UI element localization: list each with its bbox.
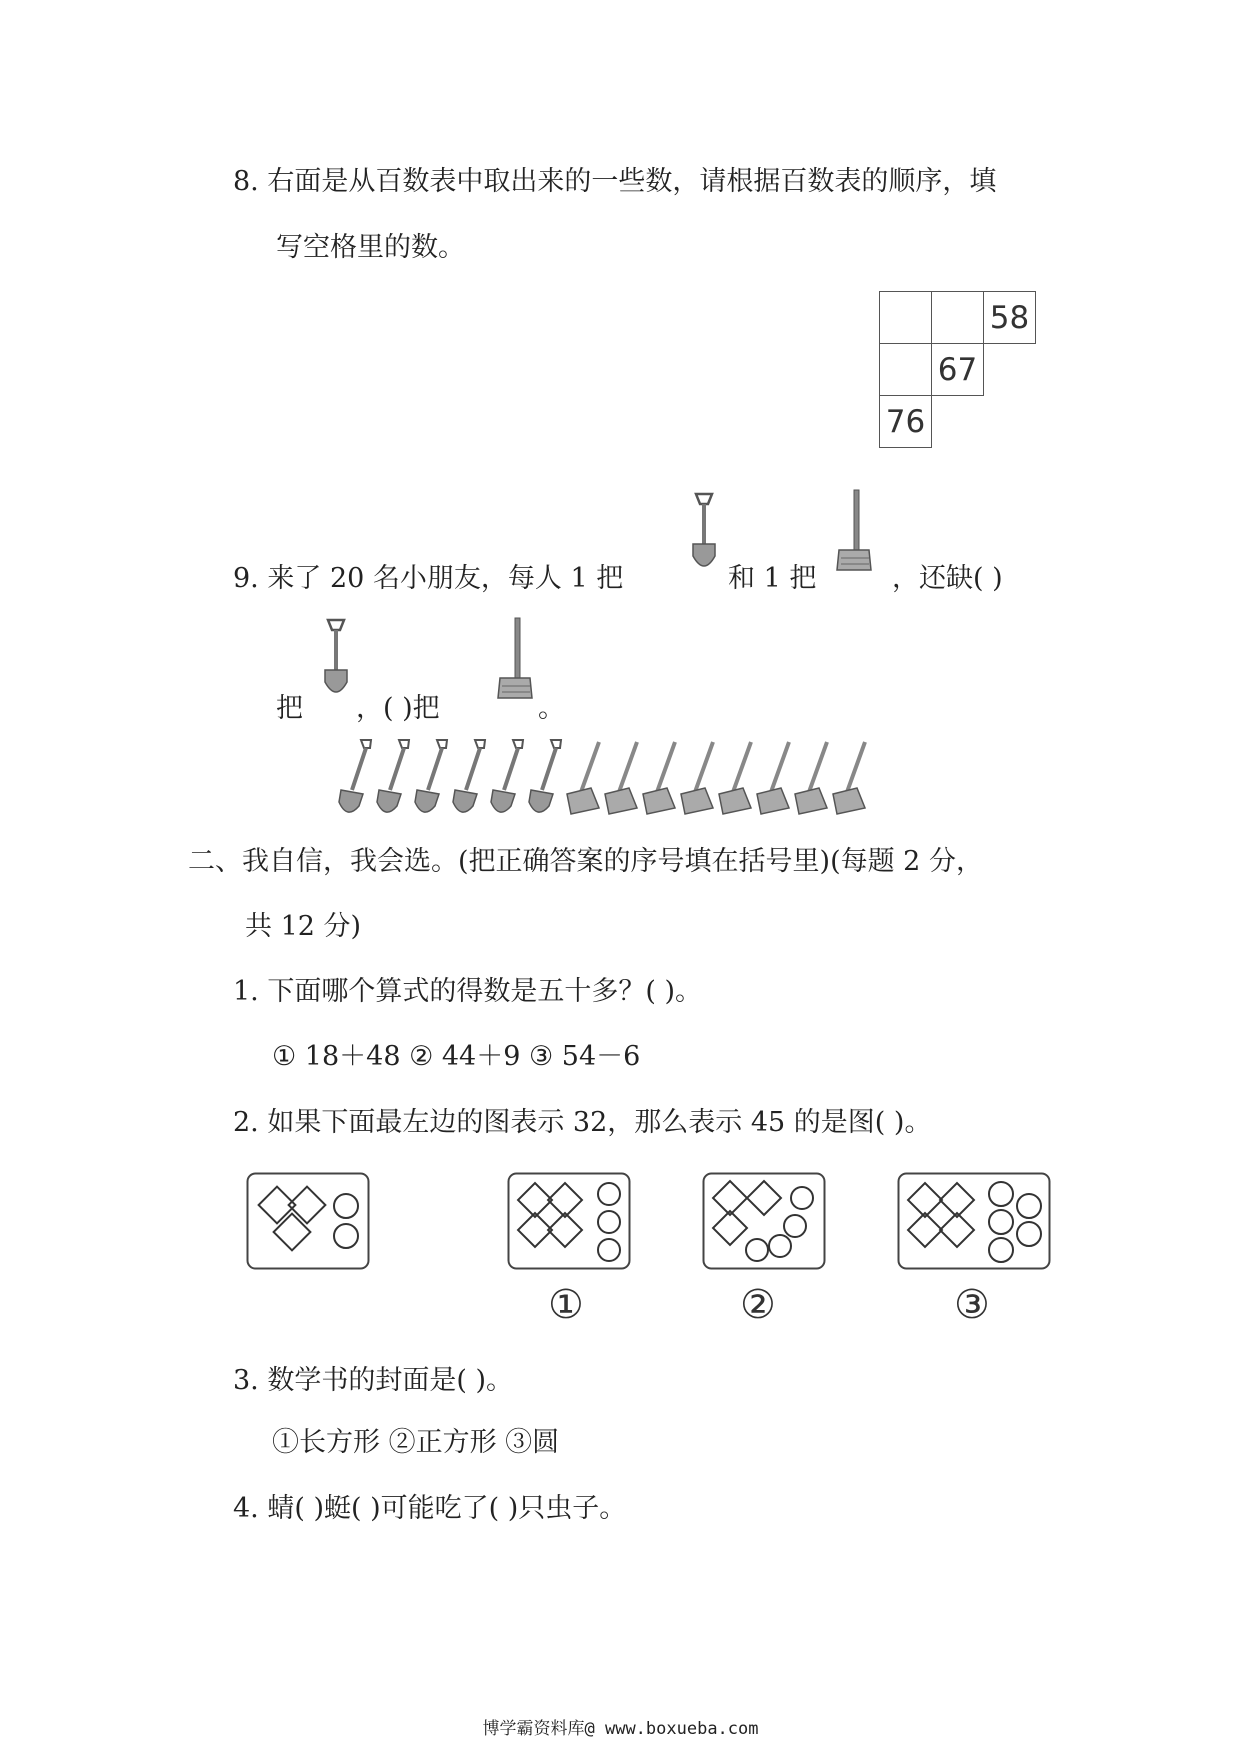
grid-cell-blank[interactable] (931, 291, 984, 344)
footer-watermark: 博学霸资料库@ www.boxueba.com (482, 1719, 759, 1739)
grid-cell-76: 76 (879, 395, 932, 448)
broom-icon (643, 742, 675, 814)
shovel-icon (316, 616, 356, 702)
shovel-icon (529, 740, 561, 812)
broom-icon (494, 616, 534, 702)
section2-heading-line2: 共 12 分) (245, 911, 362, 942)
q9-text3: ，还缺( ) (892, 563, 1003, 594)
broom-icon (567, 742, 599, 814)
grid-cell-blank[interactable] (879, 291, 932, 344)
shovel-icon (491, 740, 523, 812)
q8-line1: 8. 右面是从百数表中取出来的一些数，请根据百数表的顺序，填 (233, 166, 997, 197)
figure-reference-32 (246, 1172, 370, 1270)
broom-icon (833, 488, 873, 574)
tools-row (335, 738, 895, 818)
q9-text2: 和 1 把 (728, 563, 817, 594)
shovel-icon (453, 740, 485, 812)
broom-icon (719, 742, 751, 814)
figure-option-1[interactable] (507, 1172, 631, 1270)
section2-heading-line1: 二、我自信，我会选。(把正确答案的序号填在括号里)(每题 2 分， (188, 846, 983, 877)
q9-text1: 来了 20 名小朋友，每人 1 把 (267, 563, 624, 594)
grid-cell-blank[interactable] (879, 343, 932, 396)
figure-label-1: ① (548, 1282, 584, 1328)
grid-cell-67: 67 (931, 343, 984, 396)
figure-option-3[interactable] (897, 1172, 1051, 1270)
shovel-icon (415, 740, 447, 812)
q3-options: ①长方形 ②正方形 ③圆 (272, 1427, 560, 1458)
shovel-icon (684, 490, 724, 576)
q9-text6: 。 (538, 693, 565, 724)
shovel-icon (377, 740, 409, 812)
broom-icon (833, 742, 865, 814)
broom-icon (795, 742, 827, 814)
figure-label-2: ② (740, 1282, 776, 1328)
figure-option-2[interactable] (702, 1172, 826, 1270)
q4-stem: 4. 蜻( )蜓( )可能吃了( )只虫子。 (233, 1493, 627, 1524)
q9-number: 9. (233, 563, 259, 594)
q2-stem: 2. 如果下面最左边的图表示 32，那么表示 45 的是图( )。 (233, 1107, 932, 1138)
broom-icon (757, 742, 789, 814)
q1-options: ① 18＋48 ② 44＋9 ③ 54－6 (272, 1041, 641, 1072)
broom-icon (681, 742, 713, 814)
q3-stem: 3. 数学书的封面是( )。 (233, 1365, 513, 1396)
broom-icon (605, 742, 637, 814)
figure-label-3: ③ (954, 1282, 990, 1328)
grid-cell-58: 58 (983, 291, 1036, 344)
q9-line1 (233, 562, 623, 596)
tools-row-graphic (335, 738, 895, 818)
q8-line2: 写空格里的数。 (276, 232, 465, 263)
shovel-icon (339, 740, 371, 812)
q1-stem: 1. 下面哪个算式的得数是五十多？( )。 (233, 976, 702, 1007)
q9-text5: ，( )把 (356, 693, 440, 724)
q9-text4: 把 (276, 693, 303, 724)
